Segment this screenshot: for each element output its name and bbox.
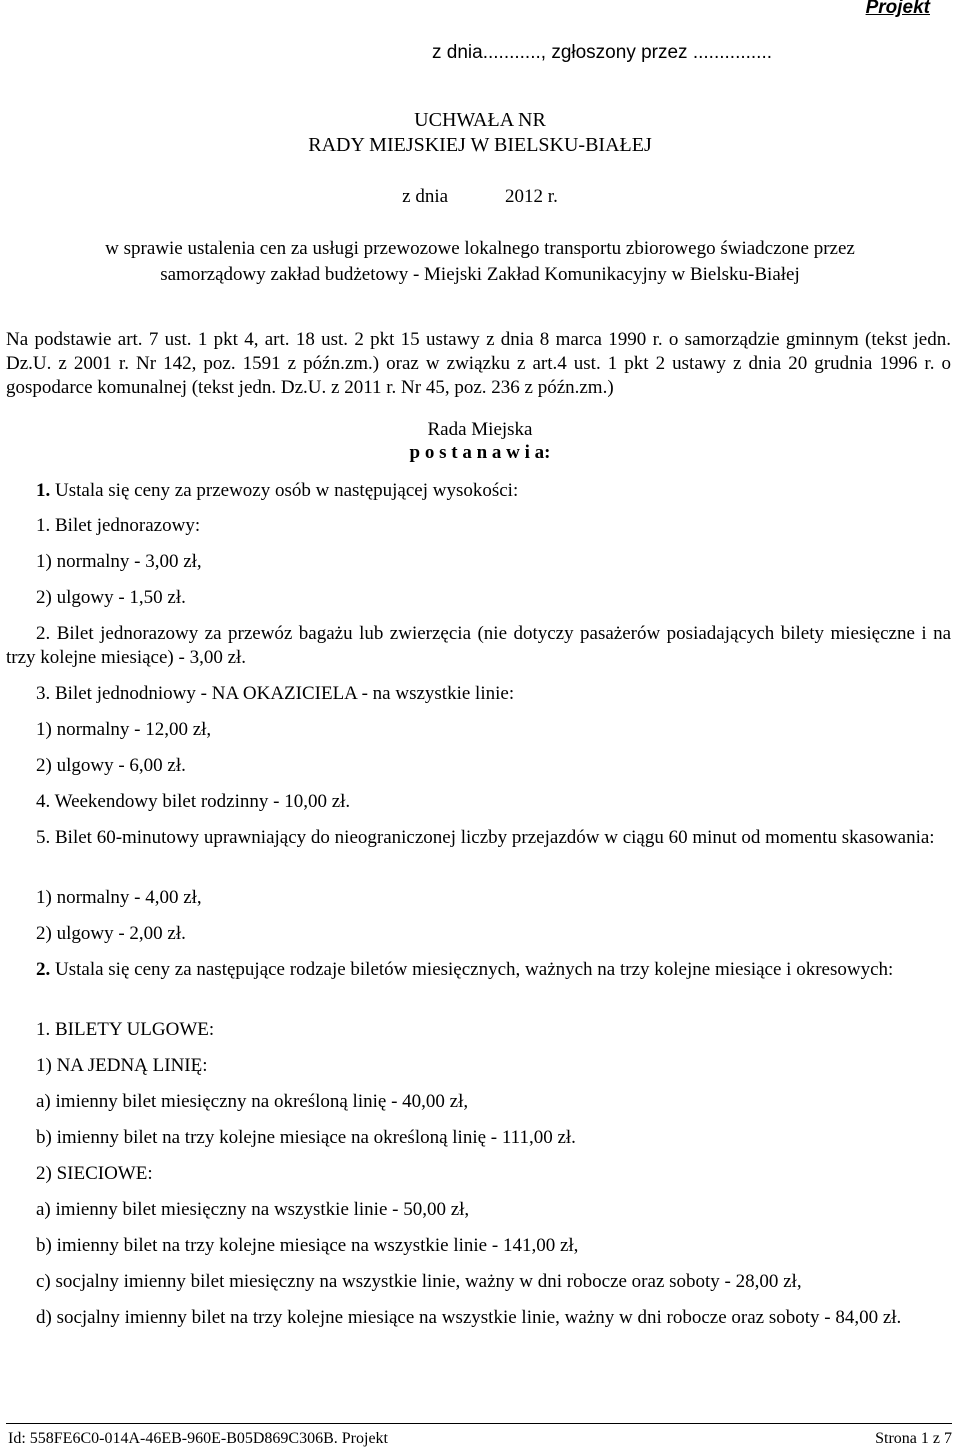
monthly-network-c: c) socjalny imienny bilet miesięczny na wszystkie linie, ważny w dni robocze oraz soboty - 28,00 zł, bbox=[36, 1271, 802, 1292]
legal-basis: Na podstawie art. 7 ust. 1 pkt 4, art. 18 ust. 2 pkt 15 ustawy z dnia 8 marca 1990 r. o samorządzie gminnym (tekst jedn. Dz.U. z 2001 r. Nr 142, poz. 1591 z późn.zm.) oraz w związku z art.4 ust. 1 pkt 2 ustawy z dnia 20 grudnia 1996 r. o gospodarce komunalnej (tekst jedn. Dz.U. z 2011 r. Nr 45, poz. 236 z późn.zm.) bbox=[6, 329, 951, 398]
resolution-subject: w sprawie ustalenia cen za usługi przewozowe lokalnego transportu zbiorowego świadczone przez samorządowy zakład budżetowy - Miejski Zakład Komunikacyjny w Bielsku-Białej bbox=[105, 238, 855, 285]
item-daily-normal: 1) normalny - 12,00 zł, bbox=[36, 719, 212, 740]
resolution-date: z dnia 2012 r. bbox=[402, 186, 558, 207]
section-1-number: 1. bbox=[36, 480, 51, 501]
monthly-one-line-heading: 1) NA JEDNĄ LINIĘ: bbox=[36, 1055, 208, 1076]
item-luggage-ticket: 2. Bilet jednorazowy za przewóz bagażu lub zwierzęcia (nie dotyczy pasażerów posiadających bilety miesięczne i na trzy kolejne miesiące) - 3,00 zł. bbox=[6, 623, 951, 668]
section-2-number: 2. bbox=[36, 959, 51, 980]
page-number: Strona 1 z 7 bbox=[875, 1430, 952, 1447]
item-single-normal: 1) normalny - 3,00 zł, bbox=[36, 551, 202, 572]
item-daily-reduced: 2) ulgowy - 6,00 zł. bbox=[36, 755, 186, 776]
monthly-network-heading: 2) SIECIOWE: bbox=[36, 1163, 153, 1184]
item-daily-ticket: 3. Bilet jednodniowy - NA OKAZICIELA - na wszystkie linie: bbox=[36, 683, 515, 704]
item-60-normal: 1) normalny - 4,00 zł, bbox=[36, 887, 202, 908]
footer-divider bbox=[6, 1423, 952, 1424]
item-single-ticket: 1. Bilet jednorazowy: bbox=[36, 515, 201, 536]
section-2-text: Ustala się ceny za następujące rodzaje biletów miesięcznych, ważnych na trzy kolejne miesiące i okresowych: bbox=[50, 959, 894, 980]
item-weekend-family: 4. Weekendowy bilet rodzinny - 10,00 zł. bbox=[36, 791, 351, 812]
monthly-network-a: a) imienny bilet miesięczny na wszystkie linie - 50,00 zł, bbox=[36, 1199, 470, 1220]
resolves-label: p o s t a n a w i a: bbox=[409, 442, 551, 463]
council-name: RADY MIEJSKIEJ W BIELSKU-BIAŁEJ bbox=[308, 134, 652, 156]
projekt-label: Projekt bbox=[865, 0, 930, 18]
section-2 bbox=[6, 958, 951, 982]
item-single-reduced: 2) ulgowy - 1,50 zł. bbox=[36, 587, 186, 608]
monthly-network-b: b) imienny bilet na trzy kolejne miesiące na wszystkie linie - 141,00 zł, bbox=[36, 1235, 579, 1256]
section-1-text: Ustala się ceny za przewozy osób w następującej wysokości: bbox=[50, 480, 519, 501]
monthly-one-line-b: b) imienny bilet na trzy kolejne miesiące na określoną linię - 111,00 zł. bbox=[36, 1127, 576, 1148]
submission-date-line: z dnia..........., zgłoszony przez ............... bbox=[432, 42, 773, 63]
section-1 bbox=[36, 479, 518, 503]
council-label: Rada Miejska bbox=[427, 419, 533, 440]
resolution-number: UCHWAŁA NR bbox=[414, 109, 546, 131]
monthly-reduced-heading: 1. BILETY ULGOWE: bbox=[36, 1019, 215, 1040]
item-60-reduced: 2) ulgowy - 2,00 zł. bbox=[36, 923, 186, 944]
document-id: Id: 558FE6C0-014A-46EB-960E-B05D869C306B. Projekt bbox=[8, 1430, 388, 1447]
monthly-network-d: d) socjalny imienny bilet na trzy kolejne miesiące na wszystkie linie, ważny w dni robocze oraz soboty - 84,00 zł. bbox=[36, 1307, 902, 1328]
item-60-minute: 5. Bilet 60-minutowy uprawniający do nieograniczonej liczby przejazdów w ciągu 60 minut od momentu skasowania: bbox=[36, 827, 935, 848]
monthly-one-line-a: a) imienny bilet miesięczny na określoną linię - 40,00 zł, bbox=[36, 1091, 469, 1112]
